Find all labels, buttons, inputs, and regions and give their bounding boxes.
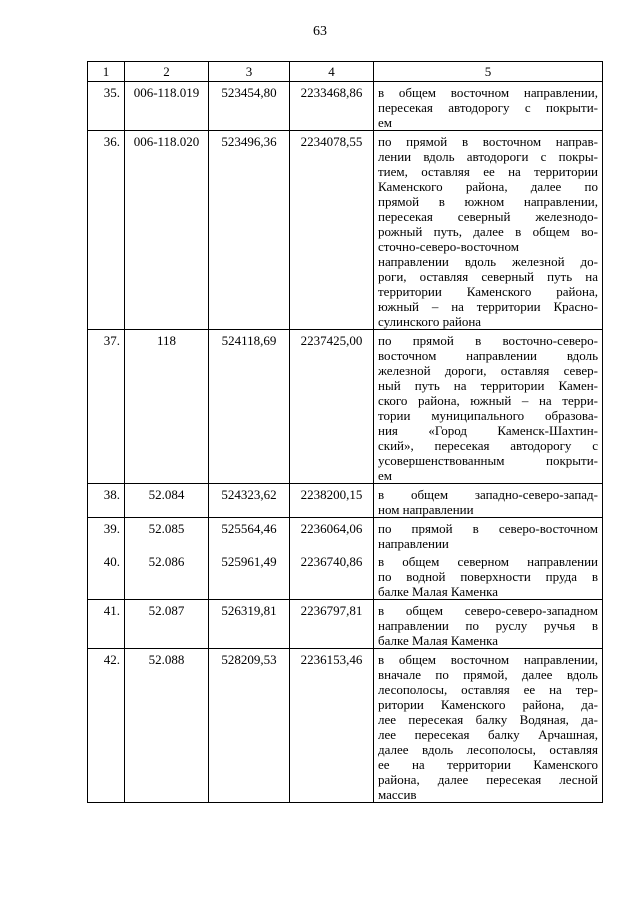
row-number: 37. <box>88 330 125 484</box>
description-line: вначале по прямой, далее вдоль <box>378 667 598 682</box>
header-col-4: 4 <box>290 62 374 82</box>
row-number: 38. <box>88 484 125 518</box>
table-row <box>88 518 603 552</box>
description-line: лении вдоль автодороги с покры- <box>378 149 598 164</box>
description-line: балке Малая Каменка <box>378 584 499 599</box>
boundary-description <box>374 518 603 552</box>
row-number: 36. <box>88 131 125 330</box>
description-line: лесополосы, оставляя ее на тер- <box>378 682 598 697</box>
description-line: по прямой в восточно-северо- <box>378 333 598 348</box>
page-number: 63 <box>313 24 327 39</box>
description-line: роги, оставляя северный путь на <box>378 269 598 284</box>
description-line: ния «Город Каменск-Шахтин- <box>378 423 598 438</box>
description-line: южный – на территории Красно- <box>378 299 598 314</box>
description-line: тием, оставляя ее на территории <box>378 164 598 179</box>
point-code: 118 <box>125 330 209 484</box>
coordinate-x: 524118,69 <box>209 330 290 484</box>
table-header-row <box>88 62 603 82</box>
row-number: 42. <box>88 649 125 803</box>
coordinate-y: 2236064,06 <box>290 518 374 552</box>
coordinate-y: 2236153,46 <box>290 649 374 803</box>
table-row <box>88 551 603 600</box>
coordinate-x: 525564,46 <box>209 518 290 552</box>
boundary-description <box>374 649 603 803</box>
description-line: пересекая северный железнодо- <box>378 209 598 224</box>
description-line: сточно-северо-восточном <box>378 239 519 254</box>
description-line: ее на территории Каменского <box>378 757 598 772</box>
description-line: направлении по руслу ручья в <box>378 618 598 633</box>
coordinate-x: 525961,49 <box>209 551 290 600</box>
table-row <box>88 131 603 330</box>
coordinate-x: 523454,80 <box>209 82 290 131</box>
description-line: рожный путь, далее в общем во- <box>378 224 598 239</box>
description-line: пересекая автодорогу с покрыти- <box>378 100 598 115</box>
description-line: по прямой в северо-восточном <box>378 521 598 536</box>
header-col-1: 1 <box>88 62 125 82</box>
header-col-5: 5 <box>374 62 603 82</box>
header-col-3: 3 <box>209 62 290 82</box>
description-line: балке Малая Каменка <box>378 633 499 648</box>
point-code: 52.086 <box>125 551 209 600</box>
coordinate-x: 524323,62 <box>209 484 290 518</box>
coordinate-x: 523496,36 <box>209 131 290 330</box>
description-line: ный путь на территории Камен- <box>378 378 598 393</box>
boundary-description <box>374 82 603 131</box>
point-code: 52.084 <box>125 484 209 518</box>
description-line: восточном направлении вдоль <box>378 348 598 363</box>
description-line: в общем северном направлении <box>378 554 598 569</box>
description-line: массив <box>378 787 417 802</box>
coordinate-y: 2234078,55 <box>290 131 374 330</box>
row-number: 40. <box>88 551 125 600</box>
description-line: в общем северо-северо-западном <box>378 603 598 618</box>
row-number: 39. <box>88 518 125 552</box>
description-line: ский», пересекая автодорогу с <box>378 438 598 453</box>
boundary-description <box>374 551 603 600</box>
description-line: ем <box>378 468 392 483</box>
table-row <box>88 600 603 649</box>
point-code: 006-118.020 <box>125 131 209 330</box>
point-code: 006-118.019 <box>125 82 209 131</box>
boundary-description <box>374 131 603 330</box>
description-line: по прямой в восточном направ- <box>378 134 598 149</box>
description-line: ном направлении <box>378 502 474 517</box>
description-line: железной дороги, оставляя север- <box>378 363 598 378</box>
row-number: 41. <box>88 600 125 649</box>
description-line: усовершенствованным покрыти- <box>378 453 598 468</box>
description-line: тории муниципального образова- <box>378 408 598 423</box>
description-line: в общем восточном направлении, <box>378 652 598 667</box>
row-number: 35. <box>88 82 125 131</box>
coordinate-y: 2236797,81 <box>290 600 374 649</box>
boundary-description <box>374 330 603 484</box>
description-line: в общем восточном направлении, <box>378 85 598 100</box>
coordinate-y: 2233468,86 <box>290 82 374 131</box>
table-row <box>88 649 603 803</box>
description-line: территории Каменского района, <box>378 284 598 299</box>
description-line: ритории Каменского района, да- <box>378 697 598 712</box>
coordinate-y: 2236740,86 <box>290 551 374 600</box>
coordinate-y: 2238200,15 <box>290 484 374 518</box>
description-line: лее пересекая балку Арчашная, <box>378 727 598 742</box>
coordinate-y: 2237425,00 <box>290 330 374 484</box>
point-code: 52.085 <box>125 518 209 552</box>
description-line: ем <box>378 115 392 130</box>
table-row <box>88 330 603 484</box>
boundary-description <box>374 600 603 649</box>
description-line: лее пересекая балку Водяная, да- <box>378 712 598 727</box>
description-line: прямой в южном направлении, <box>378 194 598 209</box>
coordinate-x: 526319,81 <box>209 600 290 649</box>
point-code: 52.087 <box>125 600 209 649</box>
coordinate-x: 528209,53 <box>209 649 290 803</box>
description-line: ского района, южный – на терри- <box>378 393 598 408</box>
header-col-2: 2 <box>125 62 209 82</box>
description-line: направлении вдоль железной до- <box>378 254 598 269</box>
description-line: далее вдоль лесополосы, оставляя <box>378 742 598 757</box>
description-line: сулинского района <box>378 314 482 329</box>
description-line: по водной поверхности пруда в <box>378 569 598 584</box>
point-code: 52.088 <box>125 649 209 803</box>
description-line: района, далее пересекая лесной <box>378 772 598 787</box>
table-row <box>88 484 603 518</box>
description-line: в общем западно-северо-запад- <box>378 487 598 502</box>
boundary-table <box>87 61 603 803</box>
description-line: направлении <box>378 536 449 551</box>
boundary-description <box>374 484 603 518</box>
table-row <box>88 82 603 131</box>
description-line: Каменского района, далее по <box>378 179 598 194</box>
